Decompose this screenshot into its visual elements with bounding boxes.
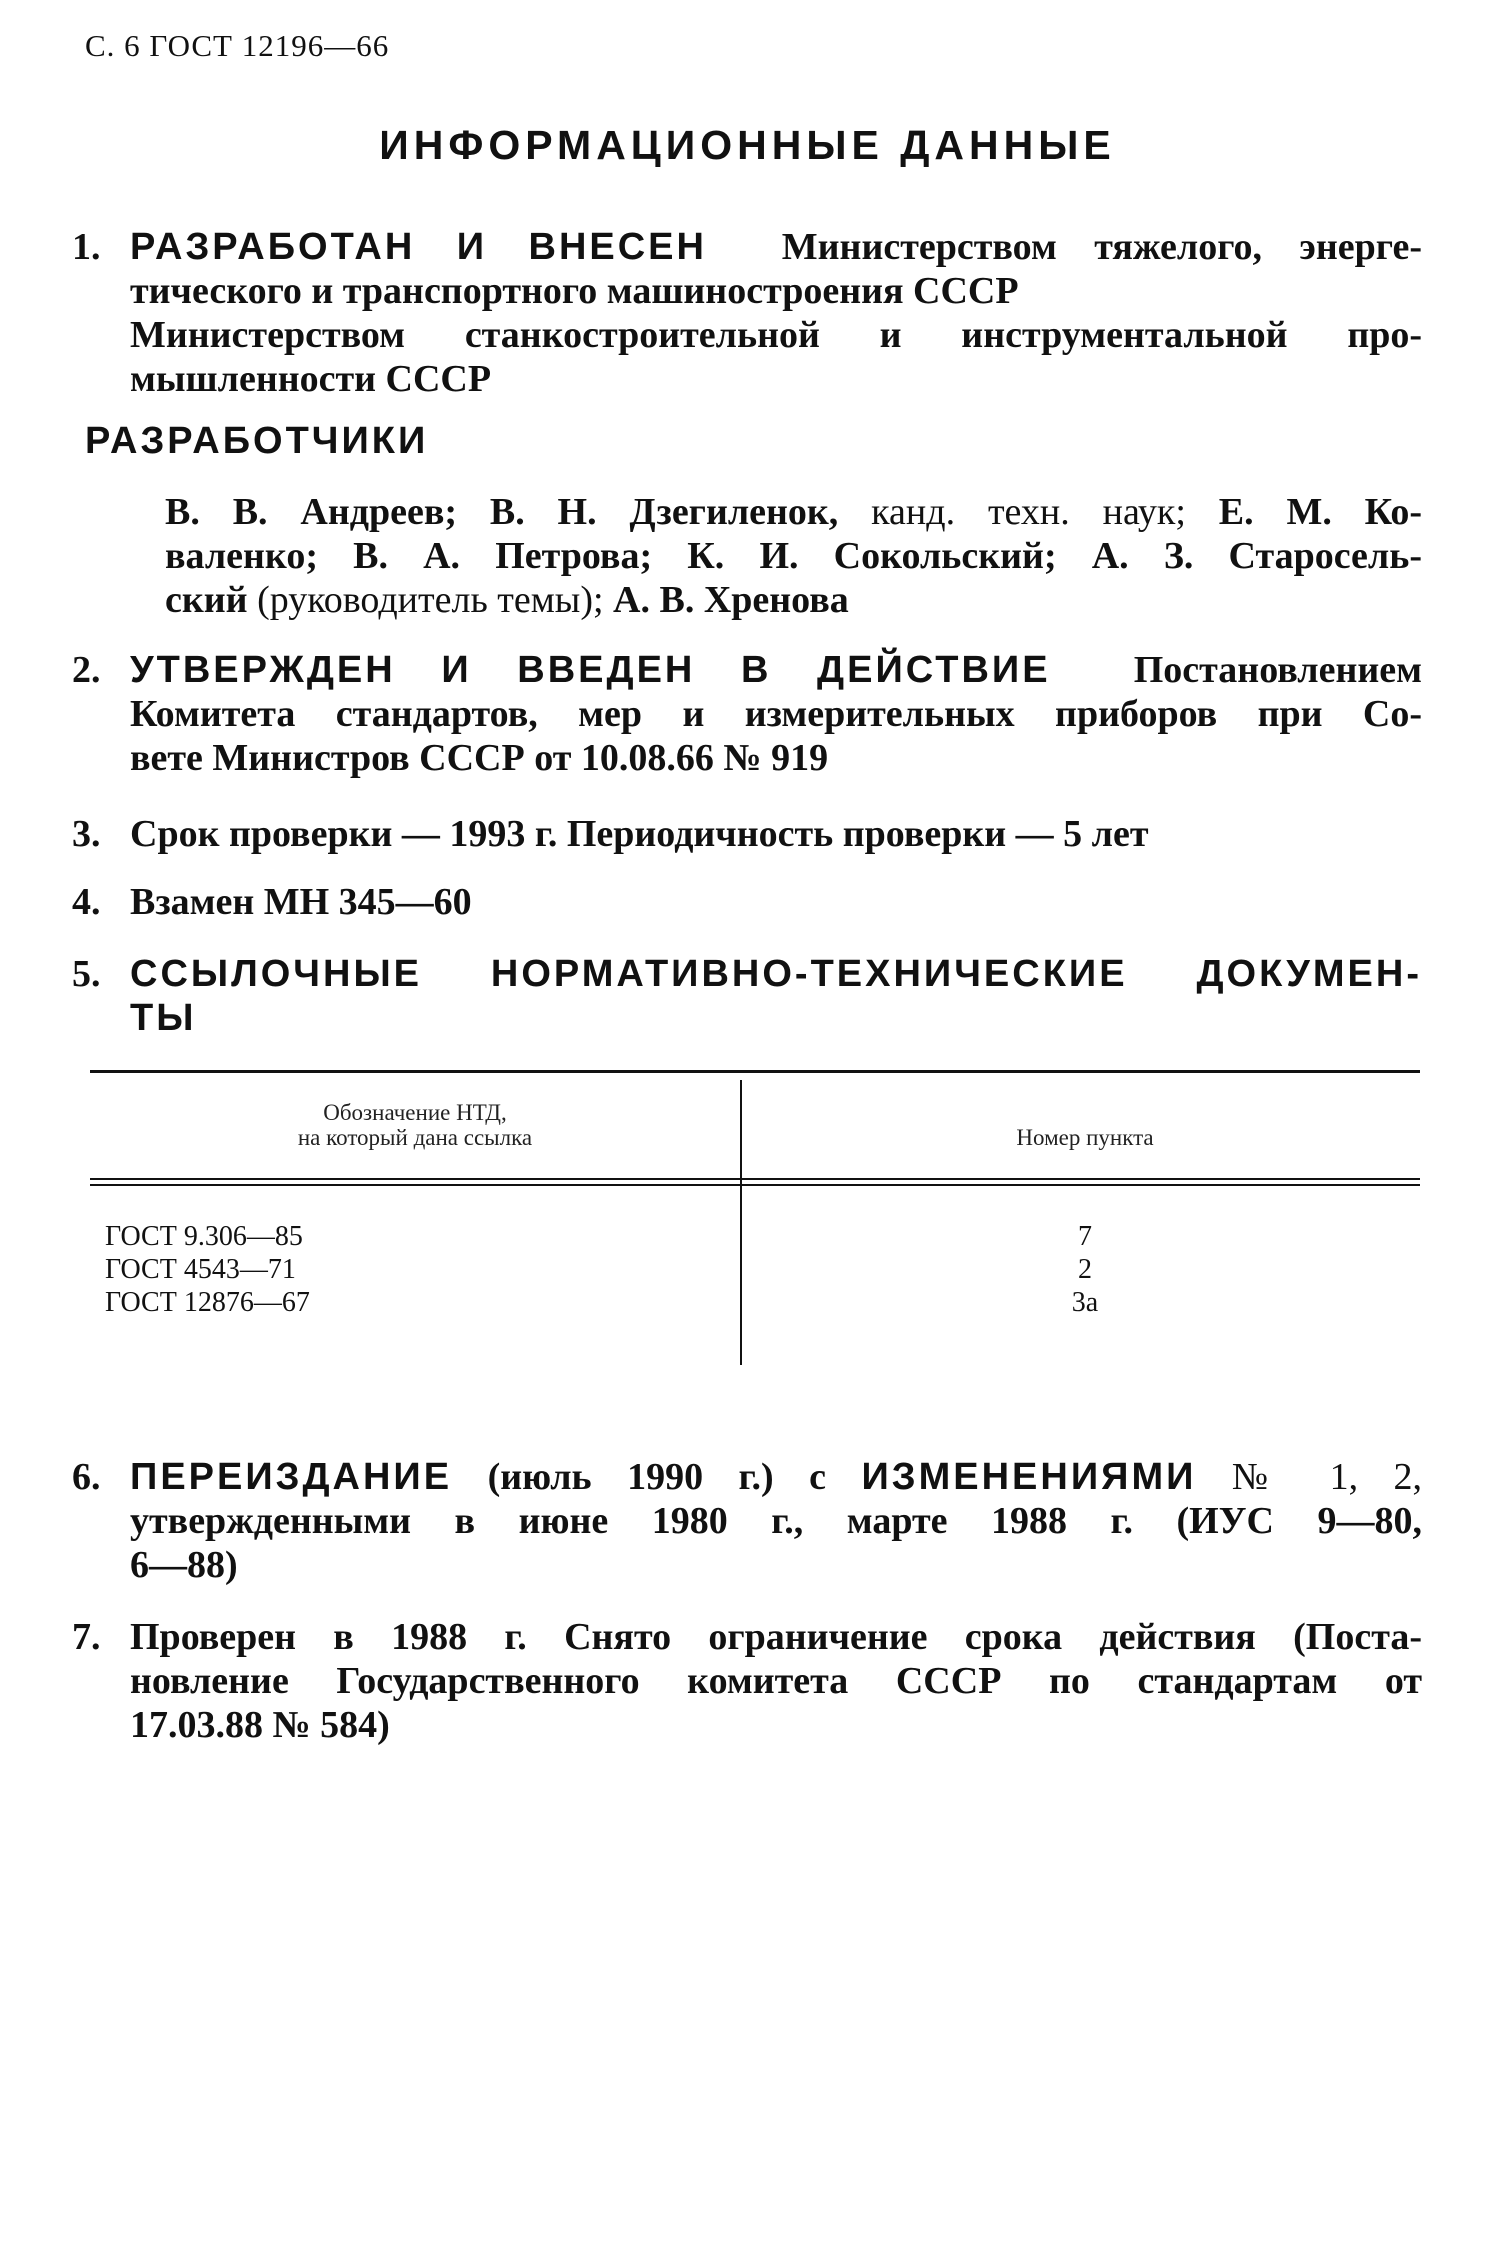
- item-number: 1.: [72, 226, 101, 268]
- item-text: тического и транспортного машиностроения СССР: [130, 270, 1019, 312]
- item-number: 3.: [72, 813, 101, 855]
- item-number: 5.: [72, 953, 101, 995]
- item-number: 7.: [72, 1616, 101, 1658]
- developer-names: ский: [165, 579, 248, 621]
- developer-degree: канд. техн. наук;: [871, 491, 1186, 533]
- page-title: ИНФОРМАЦИОННЫЕ ДАННЫЕ: [379, 122, 1116, 168]
- item-text: Министерством тяжелого, энерге-: [781, 226, 1423, 268]
- item-text: Срок проверки — 1993 г. Периодичность проверки — 5 лет: [130, 813, 1149, 855]
- developers-heading: РАЗРАБОТЧИКИ: [85, 420, 429, 462]
- item-heading: УТВЕРЖДЕН И ВВЕДЕН В ДЕЙСТВИЕ: [130, 649, 1051, 691]
- item-heading: ПЕРЕИЗДАНИЕ: [130, 1456, 453, 1498]
- table-cell-clause: 3а: [1071, 1287, 1099, 1318]
- item-number: 2.: [72, 649, 101, 691]
- table-header-rule: [90, 1178, 1420, 1180]
- item-heading: ССЫЛОЧНЫЕ НОРМАТИВНО-ТЕХНИЧЕСКИЕ ДОКУМЕН-: [130, 953, 1422, 995]
- running-head: С. 6 ГОСТ 12196—66: [85, 28, 390, 63]
- header-line: на который дана ссылка: [297, 1125, 533, 1150]
- developer-names: В. В. Андреев; В. Н. Дзегиленок,: [165, 491, 839, 533]
- item-text: мышленности СССР: [130, 358, 492, 400]
- developer-names: Е. М. Ко-: [1218, 491, 1422, 533]
- item-heading: ИЗМЕНЕНИЯМИ: [861, 1456, 1197, 1498]
- item-text: Взамен МН 345—60: [130, 881, 472, 923]
- table-cell-doc: ГОСТ 12876—67: [105, 1287, 310, 1318]
- item-text: Комитета стандартов, мер и измерительных приборов при Со-: [130, 693, 1422, 735]
- item-2-approved: [72, 648, 1422, 780]
- item-text: Постановлением: [1133, 649, 1422, 691]
- reference-table: [90, 1060, 1420, 1390]
- table-header-rule: [90, 1184, 1420, 1186]
- table-column-divider: [740, 1080, 742, 1365]
- item-text: Проверен в 1988 г. Снято ограничение срока действия (Поста-: [130, 1616, 1422, 1658]
- item-text: (июль 1990 г.) с: [487, 1456, 826, 1498]
- item-text: утвержденными в июне 1980 г., марте 1988 г. (ИУС 9—80,: [130, 1500, 1422, 1542]
- developer-names: валенко; В. А. Петрова; К. И. Сокольский; А. З. Старосель-: [165, 535, 1422, 577]
- item-5-reference-docs: [72, 952, 1422, 1040]
- developers-list: [165, 490, 1422, 622]
- item-text: № 1, 2,: [1231, 1456, 1423, 1498]
- item-text: новление Государственного комитета СССР по стандартам от: [130, 1660, 1422, 1702]
- item-heading: РАЗРАБОТАН И ВНЕСЕН: [130, 226, 707, 268]
- developer-role: (руководитель темы);: [257, 579, 604, 621]
- table-cell-doc: ГОСТ 4543—71: [105, 1254, 296, 1285]
- item-4-replaces: [72, 880, 1422, 924]
- item-6-reissue: [72, 1455, 1422, 1587]
- table-header-document: [240, 1100, 590, 1150]
- table-cell-doc: ГОСТ 9.306—85: [105, 1221, 303, 1252]
- item-text: 17.03.88 № 584): [130, 1704, 390, 1746]
- item-text: Министерством станкостроительной и инструментальной про-: [130, 314, 1422, 356]
- table-row: [750, 1220, 1420, 1319]
- item-7-verified: [72, 1615, 1422, 1747]
- developer-names: А. В. Хренова: [613, 579, 849, 621]
- item-text: вете Министров СССР от 10.08.66 № 919: [130, 737, 829, 779]
- item-3-review-period: [72, 812, 1422, 856]
- table-header-clause: Номер пункта: [1016, 1125, 1154, 1150]
- table-cell-clause: 2: [1078, 1254, 1092, 1285]
- item-number: 6.: [72, 1456, 101, 1498]
- table-row: [105, 1220, 310, 1319]
- table-top-rule: [90, 1070, 1420, 1073]
- item-heading: ТЫ: [130, 997, 197, 1039]
- item-number: 4.: [72, 881, 101, 923]
- item-1-developed-by: [72, 225, 1422, 401]
- header-line: Обозначение НТД,: [323, 1100, 507, 1125]
- table-cell-clause: 7: [1078, 1221, 1092, 1252]
- item-text: 6—88): [130, 1544, 238, 1586]
